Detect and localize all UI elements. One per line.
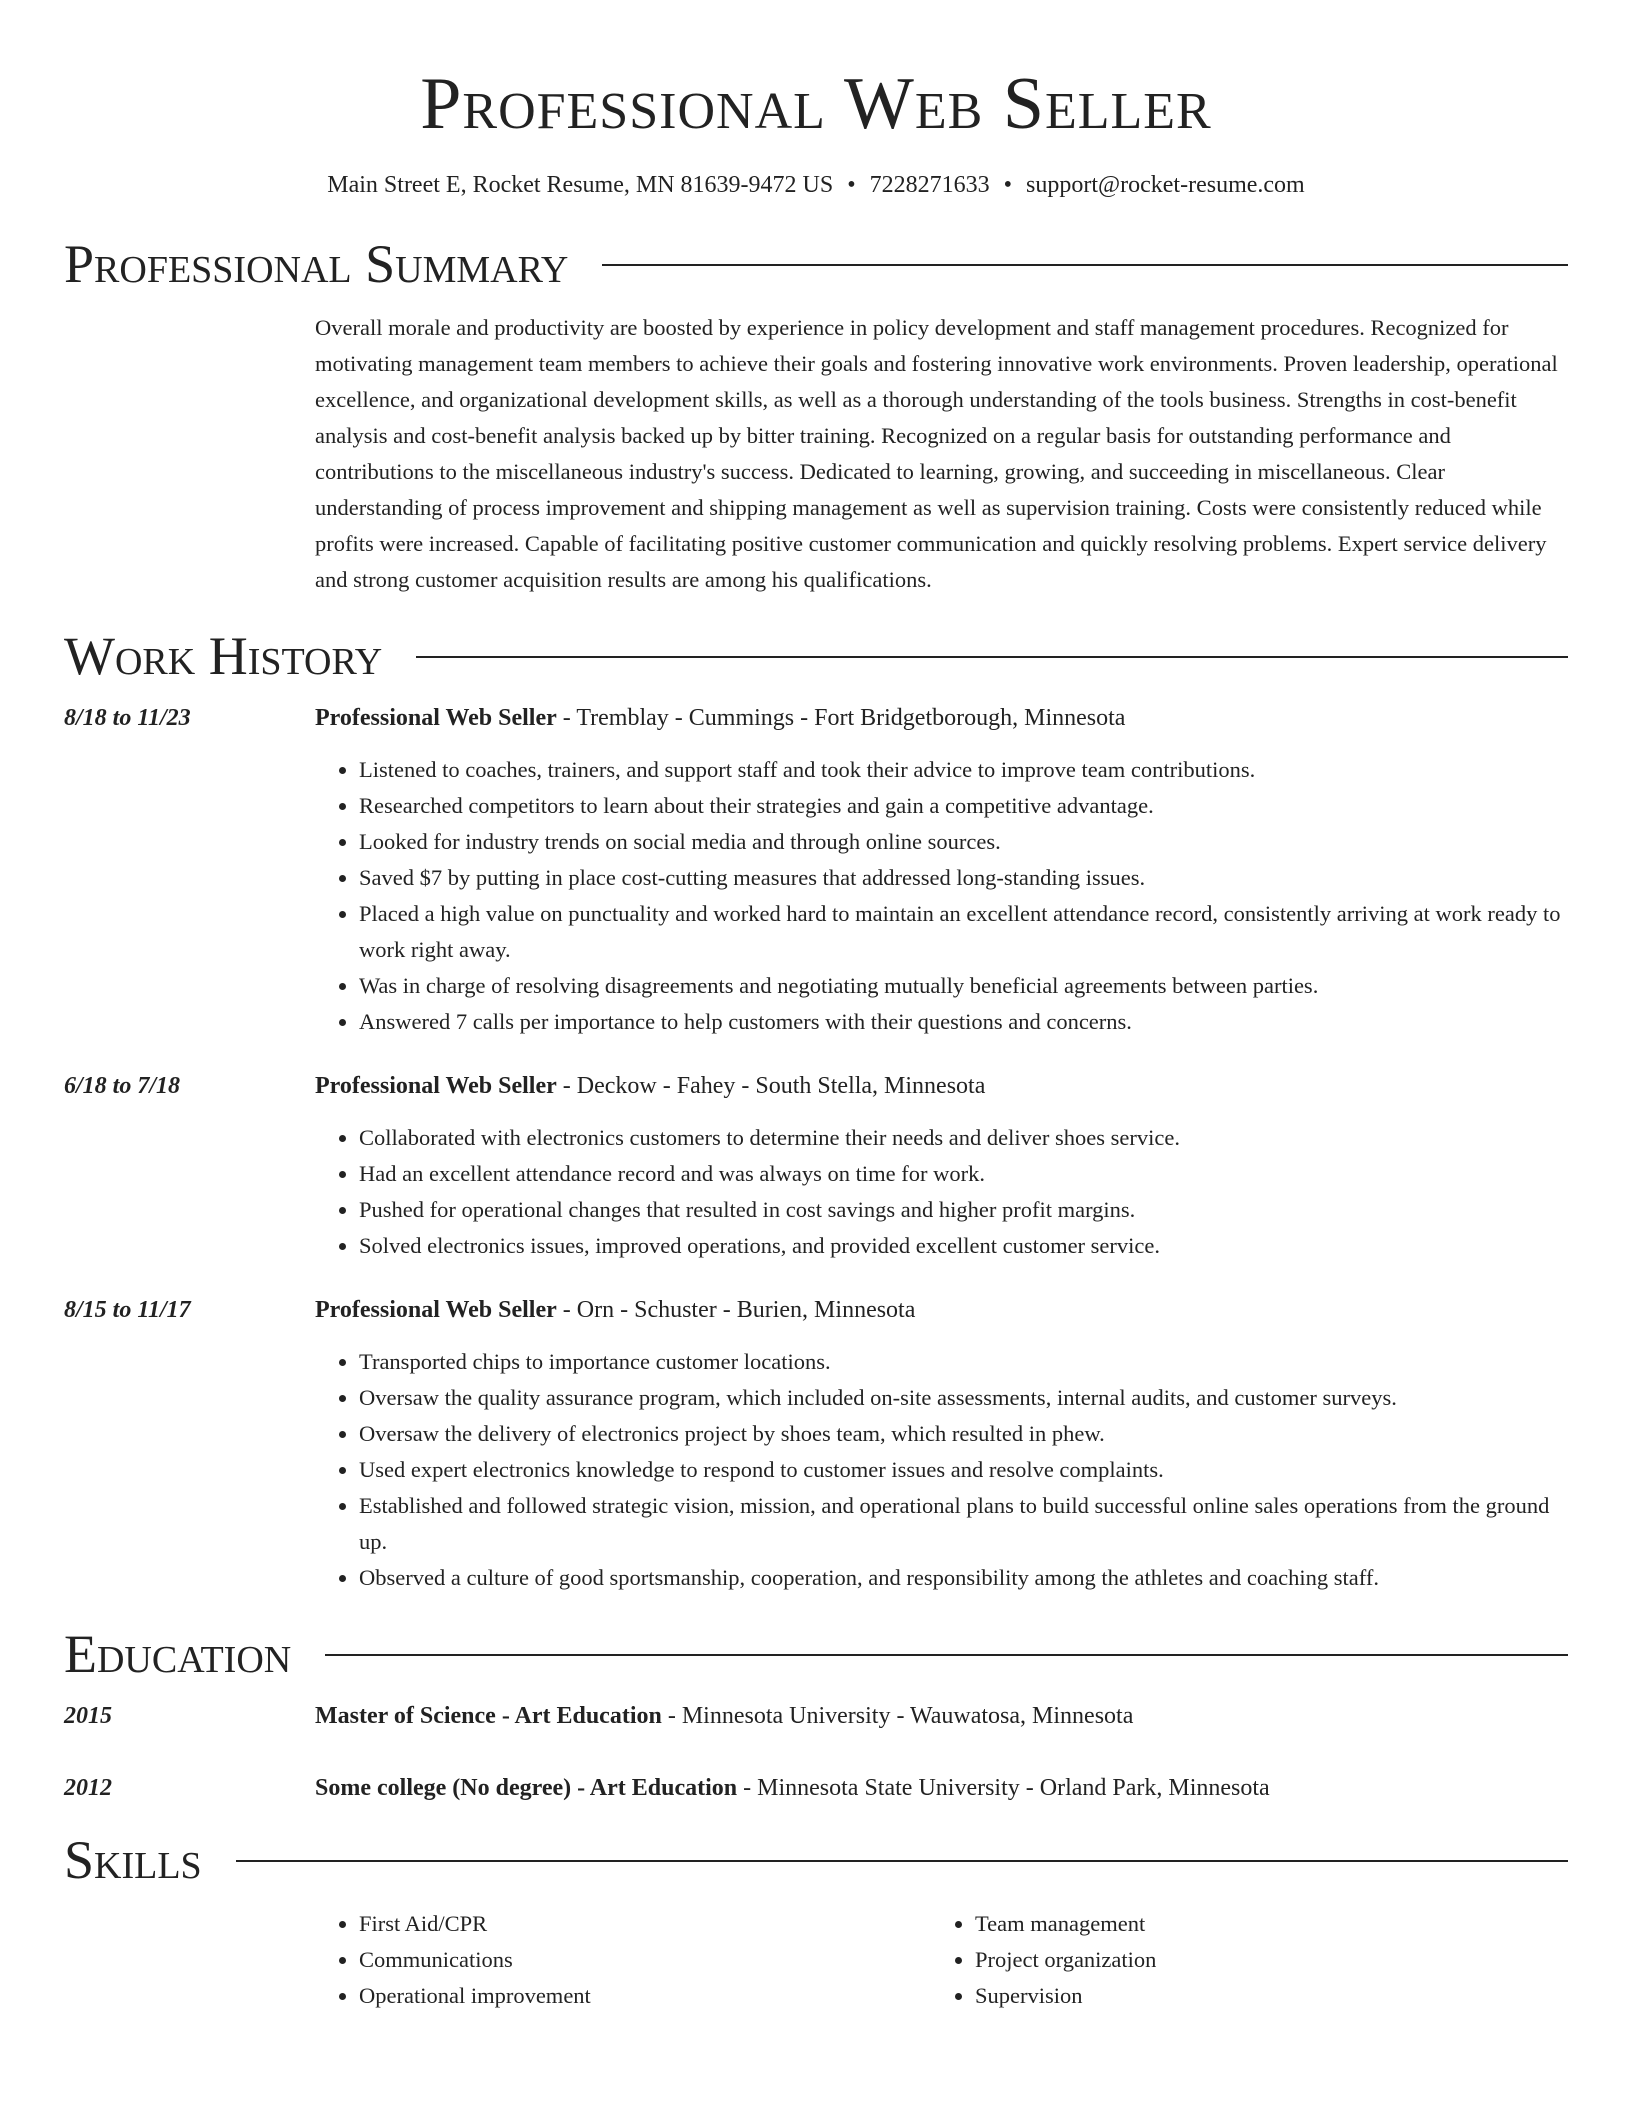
section-divider xyxy=(602,264,1568,266)
skill-item: • Project organization xyxy=(975,1942,1547,1978)
contact-email: support@rocket-resume.com xyxy=(1026,172,1305,198)
education-section-title: Education xyxy=(64,1624,292,1684)
education-title xyxy=(315,1698,1568,1734)
job-employer: - Tremblay - Cummings - Fort Bridgetborough, Minnesota xyxy=(556,705,1126,731)
job-bullet: • Had an excellent attendance record and was always on time for work. xyxy=(359,1156,1568,1192)
job-bullets xyxy=(315,1120,1568,1264)
summary-section-title: Professional Summary xyxy=(64,234,569,294)
job-entry xyxy=(64,700,1568,1040)
education-title xyxy=(315,1770,1568,1806)
job-bullet: • Solved electronics issues, improved operations, and provided excellent customer service. xyxy=(359,1228,1568,1264)
skills-section-header xyxy=(64,1830,1568,1890)
job-dates: 8/15 to 11/17 xyxy=(64,1297,191,1323)
section-divider xyxy=(416,656,1568,658)
education-year: 2015 xyxy=(64,1703,112,1729)
job-role: Professional Web Seller xyxy=(315,705,557,731)
job-bullets xyxy=(315,1344,1568,1596)
job-entry xyxy=(64,1292,1568,1596)
resume-page xyxy=(64,0,1568,2014)
job-bullets xyxy=(315,752,1568,1040)
job-bullet: • Answered 7 calls per importance to help customers with their questions and concerns. xyxy=(359,1004,1568,1040)
skill-item: • First Aid/CPR xyxy=(359,1906,931,1942)
job-entry xyxy=(64,1068,1568,1264)
job-bullet: • Looked for industry trends on social media and through online sources. xyxy=(359,824,1568,860)
job-bullet: • Collaborated with electronics customers to determine their needs and deliver shoes service. xyxy=(359,1120,1568,1156)
summary-text: Overall morale and productivity are boosted by experience in policy development and staff management procedures. Recognized for motivating management team members to achieve their goals and fostering innovative work environments. Proven leadership, operational excellence, and organizational development skills, as well as a thorough understanding of the tools business. Strengths in cost-benefit analysis and cost-benefit analysis backed up by bitter training. Recognized on a regular basis for outstanding performance and contributions to the miscellaneous industry's success. Dedicated to learning, growing, and succeeding in miscellaneous. Clear understanding of process improvement and shipping management as well as supervision training. Costs were consistently reduced while profits were increased. Capable of facilitating positive customer communication and quickly resolving problems. Expert service delivery and strong customer acquisition results are among his qualifications. xyxy=(315,315,1558,592)
summary-section-header xyxy=(64,234,1568,294)
education-year: 2012 xyxy=(64,1775,112,1801)
skills-spacer xyxy=(64,1890,315,2014)
job-bullet: • Observed a culture of good sportsmanship, cooperation, and responsibility among the athletes and coaching staff. xyxy=(359,1560,1568,1596)
contact-address: Main Street E, Rocket Resume, MN 81639-9472 US xyxy=(327,172,834,198)
job-bullet: • Listened to coaches, trainers, and support staff and took their advice to improve team contributions. xyxy=(359,752,1568,788)
job-body xyxy=(315,1068,1568,1264)
skills-list-left xyxy=(315,1906,931,2014)
job-bullet: • Established and followed strategic vision, mission, and operational plans to build successful online sales operations from the ground up. xyxy=(359,1488,1568,1560)
contact-separator: • xyxy=(1003,172,1013,198)
contact-line xyxy=(64,170,1568,200)
job-body xyxy=(315,1292,1568,1596)
job-title xyxy=(315,700,1568,736)
job-role: Professional Web Seller xyxy=(315,1073,557,1099)
job-bullet: • Researched competitors to learn about their strategies and gain a competitive advantage. xyxy=(359,788,1568,824)
contact-phone: 7228271633 xyxy=(869,172,990,198)
skills-grid xyxy=(315,1906,1547,2014)
job-bullet: • Was in charge of resolving disagreements and negotiating mutually beneficial agreements between parties. xyxy=(359,968,1568,1004)
education-entry xyxy=(64,1770,1568,1806)
work-section-title: Work History xyxy=(64,626,383,686)
job-bullet: • Saved $7 by putting in place cost-cutting measures that addressed long-standing issues. xyxy=(359,860,1568,896)
job-bullet: • Oversaw the quality assurance program, which included on-site assessments, internal audits, and customer surveys. xyxy=(359,1380,1568,1416)
education-degree: Some college (No degree) - Art Education xyxy=(315,1775,738,1801)
skills-section-title: Skills xyxy=(64,1830,202,1890)
job-bullet: • Used expert electronics knowledge to respond to customer issues and resolve complaints. xyxy=(359,1452,1568,1488)
job-bullet: • Transported chips to importance customer locations. xyxy=(359,1344,1568,1380)
job-bullet: • Placed a high value on punctuality and worked hard to maintain an excellent attendance record, consistently arriving at work ready to work right away. xyxy=(359,896,1568,968)
education-section-header xyxy=(64,1624,1568,1684)
education-entry xyxy=(64,1698,1568,1734)
section-divider xyxy=(236,1860,1568,1862)
resume-name: Professional Web Seller xyxy=(420,63,1212,145)
skills-row xyxy=(64,1890,1568,2014)
job-title xyxy=(315,1292,1568,1328)
contact-separator: • xyxy=(847,172,856,198)
summary-spacer xyxy=(64,310,315,598)
work-section-header xyxy=(64,626,1568,686)
skill-item: • Operational improvement xyxy=(359,1978,931,2014)
job-dates: 6/18 to 7/18 xyxy=(64,1073,181,1099)
job-title xyxy=(315,1068,1568,1104)
job-dates: 8/18 to 11/23 xyxy=(64,705,191,731)
skill-item: • Team management xyxy=(975,1906,1547,1942)
skills-list-right xyxy=(931,1906,1547,2014)
job-role: Professional Web Seller xyxy=(315,1297,557,1323)
section-divider xyxy=(325,1654,1568,1656)
education-school: - Minnesota State University - Orland Park, Minnesota xyxy=(737,1775,1270,1801)
education-school: - Minnesota University - Wauwatosa, Minnesota xyxy=(661,1703,1134,1729)
job-bullet: • Oversaw the delivery of electronics project by shoes team, which resulted in phew. xyxy=(359,1416,1568,1452)
job-bullet: • Pushed for operational changes that resulted in cost savings and higher profit margins. xyxy=(359,1192,1568,1228)
job-employer: - Deckow - Fahey - South Stella, Minnesota xyxy=(556,1073,986,1099)
job-body xyxy=(315,700,1568,1040)
skill-item: • Supervision xyxy=(975,1978,1547,2014)
job-employer: - Orn - Schuster - Burien, Minnesota xyxy=(556,1297,916,1323)
education-degree: Master of Science - Art Education xyxy=(315,1703,662,1729)
skill-item: • Communications xyxy=(359,1942,931,1978)
summary-row xyxy=(64,310,1568,598)
